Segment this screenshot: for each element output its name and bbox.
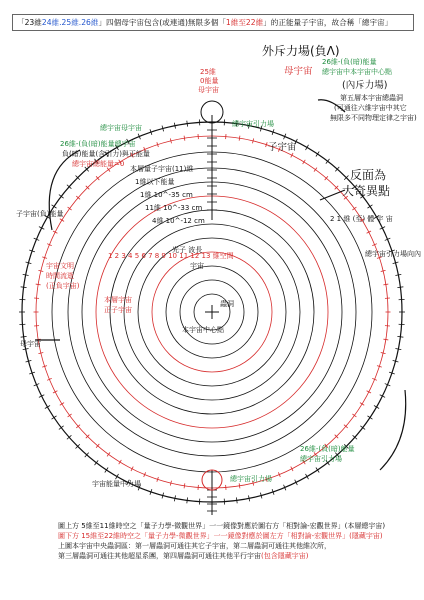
dims-top-label: 26維-(負(暗)能量	[322, 58, 377, 66]
ring-scale-1: 1維以下能量	[135, 178, 175, 186]
tick	[239, 483, 240, 488]
tick	[60, 403, 64, 406]
note-line-1: 圖上方 5維至11維時空之「量子力學-微觀世界」一一鏡像對應於圖右方「相對論-宏觀世界」(本層總宇宙)	[58, 522, 386, 530]
inner-repulsion-label: (內斥力場)	[342, 80, 388, 91]
tick	[105, 467, 108, 472]
center-label: 本宇宙中心點	[182, 326, 224, 334]
outer-repulsion-label: 外斥力場(負Λ)	[262, 44, 340, 58]
tick	[21, 287, 27, 288]
tick	[119, 460, 122, 464]
caption-part-2: 24維.25維.26維	[41, 18, 99, 27]
fifth-layer-label: 第五層本宇宙總蟲洞	[340, 94, 403, 102]
note-line-3: 上圖本宇宙中央蟲洞區：第一層蟲洞可通往其它子宇宙，第二層蟲洞可通往其他維次所，	[58, 542, 331, 550]
reverse-singularity-label: 反面為	[350, 168, 387, 182]
tick	[352, 414, 356, 417]
tick	[360, 403, 364, 406]
rings-text: 本層量子宇宙(11)維	[130, 165, 194, 173]
bottom-ring-label: 總宇宙引力場	[230, 475, 272, 483]
tick	[52, 416, 57, 419]
mother-green-label: 總宇宙母宇宙	[100, 124, 142, 132]
tick	[397, 336, 403, 337]
inner-label-1: 光子 波長	[172, 246, 203, 254]
tick	[367, 416, 372, 419]
tick	[170, 138, 171, 143]
lower-right-label-2: 總宇宙引力場	[300, 455, 342, 463]
left-red-b: 時間流逝	[46, 272, 74, 280]
ring-scale-2: 1維 10^-35 cm	[140, 191, 193, 199]
tick	[367, 205, 372, 208]
tick	[21, 336, 27, 337]
gravity-field-label: 總宇宙引力場	[232, 120, 274, 128]
bottom-left-ring-label: 宇宙能量中力場	[92, 480, 141, 488]
note-line-4	[58, 551, 418, 561]
left-far-label: 母宇宙	[20, 340, 41, 348]
dim24-label: 0能量	[200, 77, 219, 85]
tick	[316, 467, 319, 472]
caption-part-1: 「23維	[17, 18, 42, 27]
right-ring-label: 2 1 維 (至) 體 宇 宙	[330, 215, 393, 223]
ring-scale-3: 11維 10^-33 cm	[145, 204, 203, 212]
tick	[383, 339, 388, 340]
caption-part-4: 1維至22維	[225, 18, 264, 27]
fifth-layer-label-3: 無限多不同物理定律之宇宙)	[330, 114, 417, 122]
tick	[316, 152, 319, 157]
tick	[107, 452, 110, 456]
left-ring-label: 26維-(負(暗)能量總宇宙	[60, 140, 136, 148]
tick	[383, 284, 388, 285]
tick	[187, 121, 188, 127]
note-line-4-main: 第三層蟲洞可通往其他超星系團，第四層蟲洞可通往其他平行宇宙	[58, 552, 261, 560]
bottom-notes	[58, 521, 418, 561]
mother-universe-label: 母宇宙	[284, 66, 313, 77]
dim25-label: 25維	[200, 68, 216, 76]
tick	[314, 168, 317, 172]
tick	[303, 160, 306, 164]
tick	[38, 353, 43, 354]
tick	[170, 481, 171, 486]
dim23-label: 母宇宙	[198, 86, 219, 94]
caption-part-3: 」四個母宇宙包含(或連通)無限多個「	[98, 18, 226, 27]
tick	[184, 136, 185, 141]
dims-top-label-2: 總宇宙中本宇宙中心點	[322, 68, 392, 76]
tick	[38, 270, 43, 271]
tick	[352, 207, 356, 210]
caption-part-5: 」的正能量子宇宙，故合稱「總宇宙」	[263, 18, 393, 27]
note-line-2: 圖下方 15維至22維時空之「量子力學-微觀世界」一一鏡像對應於圖左方「相對論-宏觀世界」(隱藏宇宙)	[58, 532, 383, 540]
tick	[68, 207, 72, 210]
inner-label-2: 宇宙	[190, 262, 204, 270]
tick	[60, 219, 64, 222]
arrow-lower-right	[380, 390, 406, 470]
ring-left-red-label: 1 2 3 4 5 6 7 8 9 10 11 12 13 維空間	[108, 252, 234, 260]
left-vertical-label: 子宇宙(負)能量	[16, 210, 64, 218]
center-left-label-2: 正子宇宙	[104, 306, 132, 314]
child-universe-label: 子宇宙	[268, 142, 297, 153]
tick	[187, 497, 188, 503]
tick	[381, 270, 386, 271]
tick	[36, 284, 41, 285]
tick	[397, 287, 403, 288]
tick	[253, 138, 254, 143]
left-red-c: (正負宇宙)	[46, 282, 80, 290]
center-left-label: 本層宇宙	[104, 296, 132, 304]
ring-scale-4: 4維 10^-12 cm	[152, 217, 205, 225]
left-ring-label-2: 負(暗)能量(含引力)與正能量	[62, 150, 150, 158]
tick	[236, 497, 237, 503]
left-ring-label-3: 總宇宙總能量=0	[72, 160, 125, 168]
fifth-layer-label-2: (可通往六維宇宙中其它	[334, 104, 407, 112]
tick	[68, 414, 72, 417]
wormhole-label: 蟲洞	[220, 300, 234, 308]
left-red-a: 宇宙文明	[46, 262, 74, 270]
tick	[184, 483, 185, 488]
tick	[239, 136, 240, 141]
note-line-4-paren: (包含隱藏宇宙)	[261, 552, 309, 560]
lower-right-label: 26維-(負(暗)能量	[300, 445, 355, 453]
right-vertical-label: 總宇宙引力場向內	[365, 250, 421, 258]
big-bang-singularity-label: 大奇異點	[342, 184, 391, 198]
tick	[52, 205, 57, 208]
tick	[381, 353, 386, 354]
